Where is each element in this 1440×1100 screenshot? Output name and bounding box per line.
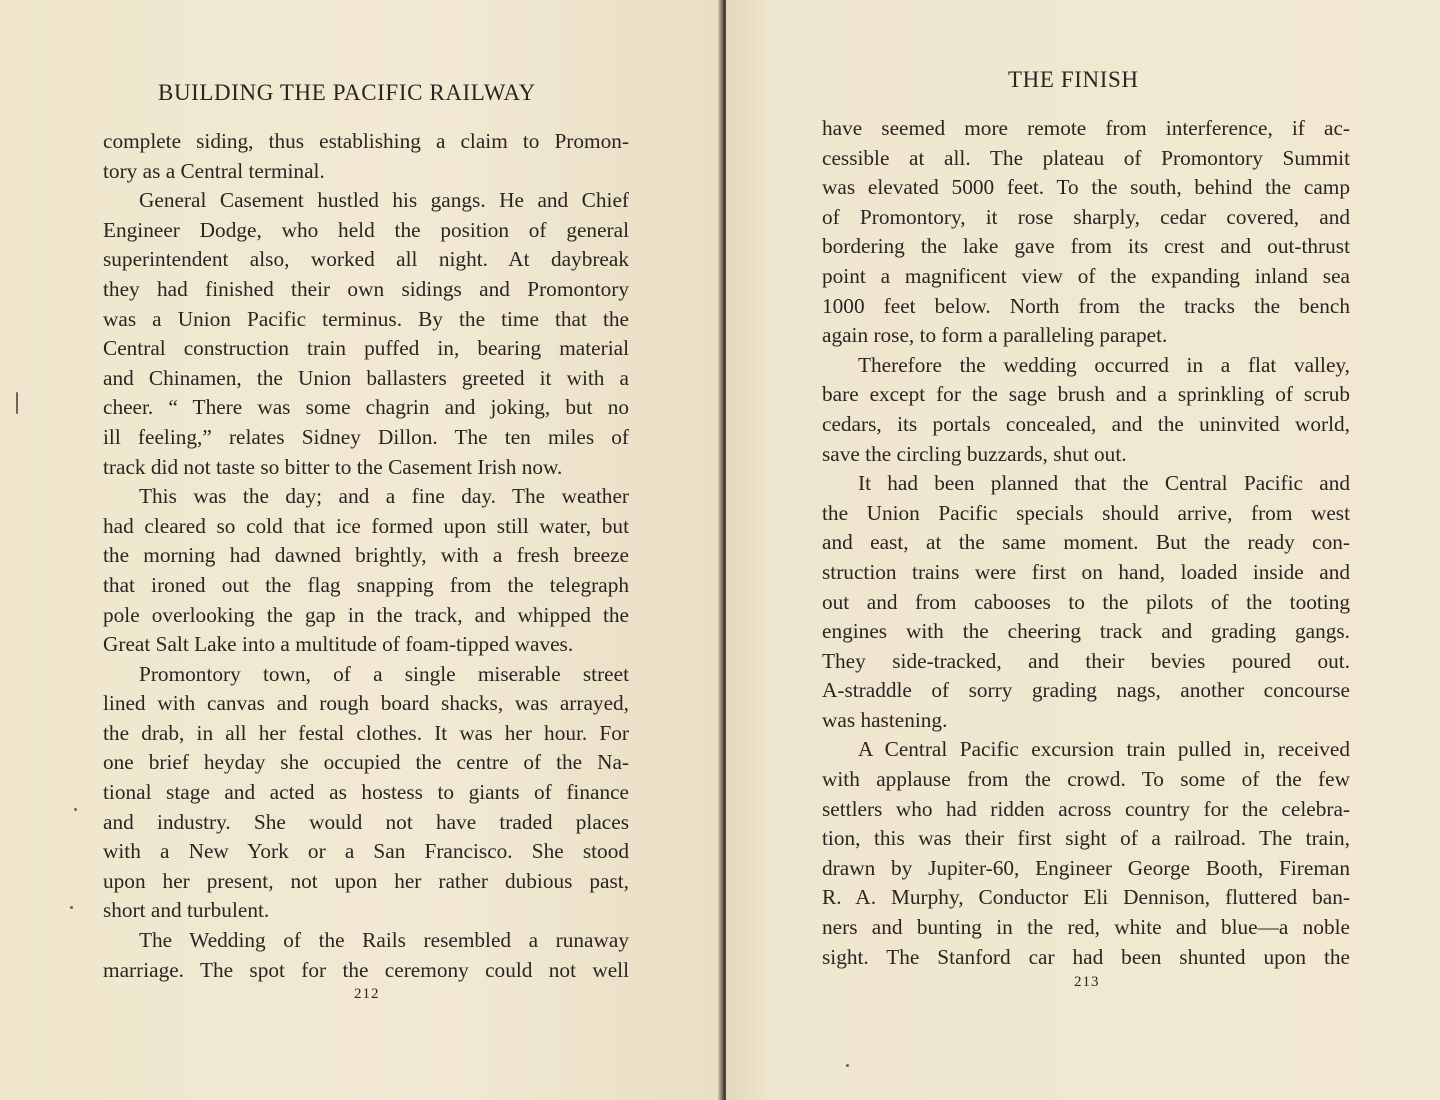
paper-speck bbox=[74, 808, 77, 811]
text-line: and east, at the same moment. But the ready con- bbox=[822, 530, 1350, 555]
text-line: was hastening. bbox=[822, 707, 948, 732]
text-line: the morning had dawned brightly, with a fresh breeze bbox=[103, 543, 629, 568]
text-line: had cleared so cold that ice formed upon still water, but bbox=[103, 513, 629, 538]
right-page-text bbox=[822, 114, 1350, 972]
text-line: point a magnificent view of the expanding inland sea bbox=[822, 263, 1350, 288]
text-line: ill feeling,” relates Sidney Dillon. The ten miles of bbox=[103, 424, 629, 449]
text-line: bordering the lake gave from its crest and out-thrust bbox=[822, 234, 1350, 259]
text-line: cheer. “ There was some chagrin and joking, but no bbox=[103, 395, 629, 420]
text-line: marriage. The spot for the ceremony could not well bbox=[103, 957, 629, 982]
text-line: track did not taste so bitter to the Casement Irish now. bbox=[103, 454, 563, 479]
left-page-text bbox=[103, 127, 629, 985]
text-line: save the circling buzzards, shut out. bbox=[822, 441, 1127, 466]
text-line: struction trains were first on hand, loaded inside and bbox=[822, 559, 1350, 584]
text-line: the Union Pacific specials should arrive, from west bbox=[822, 500, 1350, 525]
text-line: short and turbulent. bbox=[103, 898, 270, 923]
text-line: tional stage and acted as hostess to giants of finance bbox=[103, 780, 629, 805]
text-line: lined with canvas and rough board shacks, was arrayed, bbox=[103, 691, 629, 716]
right-running-head: THE FINISH bbox=[1008, 67, 1139, 92]
text-line: upon her present, not upon her rather dubious past, bbox=[103, 868, 629, 893]
text-line: with a New York or a San Francisco. She stood bbox=[103, 839, 629, 864]
text-line: settlers who had ridden across country for the celebra- bbox=[822, 796, 1350, 821]
text-line: engines with the cheering track and grading gangs. bbox=[822, 619, 1350, 644]
text-line: cessible at all. The plateau of Promontory Summit bbox=[822, 145, 1350, 170]
text-line: complete siding, thus establishing a claim to Promon- bbox=[103, 129, 629, 153]
paper-speck bbox=[70, 906, 73, 909]
text-line: A Central Pacific excursion train pulled in, received bbox=[858, 737, 1350, 762]
text-line: 1000 feet below. North from the tracks the bench bbox=[822, 293, 1350, 318]
text-line: superintendent also, worked all night. At daybreak bbox=[103, 247, 629, 272]
text-line: the drab, in all her festal clothes. It was her hour. For bbox=[103, 720, 629, 745]
page-number: 213 bbox=[1074, 974, 1100, 990]
text-line: Great Salt Lake into a multitude of foam-tipped waves. bbox=[103, 632, 574, 657]
text-line: that ironed out the flag snapping from the telegraph bbox=[103, 572, 629, 597]
text-line: with applause from the crowd. To some of the few bbox=[822, 767, 1350, 792]
text-line: was a Union Pacific terminus. By the time that the bbox=[103, 306, 629, 331]
text-line: tion, this was their first sight of a railroad. The train, bbox=[822, 826, 1350, 851]
text-line: pole overlooking the gap in the track, and whipped the bbox=[103, 602, 629, 627]
text-line: drawn by Jupiter-60, Engineer George Booth, Fireman bbox=[822, 855, 1350, 880]
text-line: This was the day; and a fine day. The weather bbox=[139, 484, 629, 509]
paper-speck bbox=[16, 392, 18, 414]
text-line: Therefore the wedding occurred in a flat valley, bbox=[858, 352, 1350, 377]
text-line: and Chinamen, the Union ballasters greeted it with a bbox=[103, 365, 629, 390]
text-line: they had finished their own sidings and Promontory bbox=[103, 276, 629, 301]
text-line: bare except for the sage brush and a sprinkling of scrub bbox=[822, 382, 1350, 407]
text-line: have seemed more remote from interference, if ac- bbox=[822, 116, 1350, 140]
text-line: It had been planned that the Central Pacific and bbox=[858, 471, 1350, 496]
text-line: out and from cabooses to the pilots of the tooting bbox=[822, 589, 1350, 614]
text-line: Promontory town, of a single miserable street bbox=[139, 661, 629, 686]
text-line: The Wedding of the Rails resembled a runaway bbox=[139, 928, 629, 953]
left-running-head: BUILDING THE PACIFIC RAILWAY bbox=[158, 80, 536, 105]
text-line: one brief heyday she occupied the centre of the Na- bbox=[103, 750, 629, 775]
text-line: R. A. Murphy, Conductor Eli Dennison, fluttered ban- bbox=[822, 885, 1350, 910]
page-number: 212 bbox=[354, 986, 380, 1002]
right-page bbox=[726, 0, 1440, 1100]
text-line: tory as a Central terminal. bbox=[103, 158, 325, 183]
text-line: of Promontory, it rose sharply, cedar covered, and bbox=[822, 204, 1350, 229]
text-line: and industry. She would not have traded places bbox=[103, 809, 629, 834]
text-line: ners and bunting in the red, white and blue—a noble bbox=[822, 915, 1350, 940]
text-line: sight. The Stanford car had been shunted upon the bbox=[822, 944, 1350, 969]
paper-speck bbox=[846, 1064, 849, 1067]
text-line: was elevated 5000 feet. To the south, behind the camp bbox=[822, 175, 1350, 200]
text-line: A-straddle of sorry grading nags, another concourse bbox=[822, 678, 1350, 703]
text-line: Engineer Dodge, who held the position of general bbox=[103, 217, 629, 242]
text-line: cedars, its portals concealed, and the uninvited world, bbox=[822, 411, 1350, 436]
text-line: Central construction train puffed in, bearing material bbox=[103, 336, 629, 361]
text-line: They side-tracked, and their bevies poured out. bbox=[822, 648, 1350, 673]
text-line: again rose, to form a paralleling parapet. bbox=[822, 323, 1168, 348]
text-line: General Casement hustled his gangs. He and Chief bbox=[139, 188, 629, 213]
